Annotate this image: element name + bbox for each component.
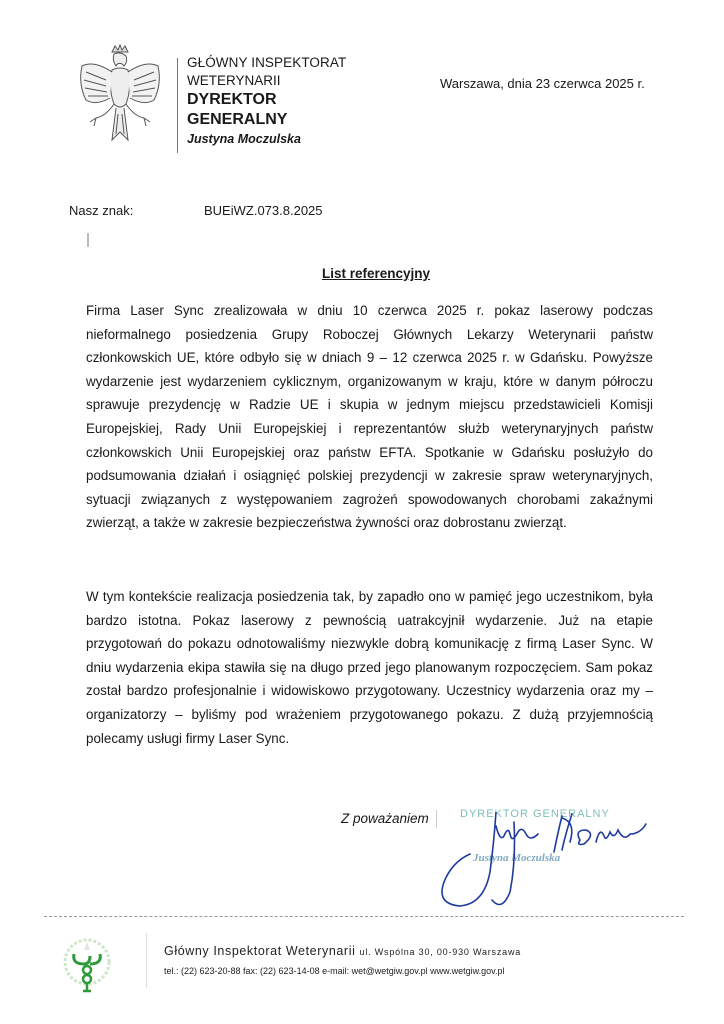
footer-contact: tel.: (22) 623-20-88 fax: (22) 623-14-08 e-mail: wet@wetgiw.gov.pl www.wetgiw.gov.pl <box>164 966 505 976</box>
footer-org-name: Główny Inspektorat Weterynarii <box>164 944 356 958</box>
footer-org-line <box>164 944 521 958</box>
polish-eagle-emblem-icon <box>76 44 164 150</box>
institution-line-1: GŁÓWNY INSPEKTORAT <box>187 55 347 70</box>
reference-label: Nasz znak: <box>69 203 134 218</box>
letter-title-wrapper <box>0 266 724 281</box>
scan-mark <box>87 233 89 247</box>
letter-title: List referencyjny <box>321 266 431 281</box>
reference-value: BUEiWZ.073.8.2025 <box>204 203 323 218</box>
handwritten-signature-icon <box>430 812 650 912</box>
body-paragraph: Firma Laser Sync zrealizowała w dniu 10 czerwca 2025 r. pokaz laserowy podczas nieformalnego posiedzenia Grupy Roboczej Głównych Lekarzy Weterynarii państw członkowskich UE, które odbyło się w dniach 9 – 12 czerwca 2025 r. w Gdańsku. Powyższe wydarzenie jest wydarzeniem cyklicznym, organizowanym w kraju, które w danym półroczu sprawuje prezydencję w Radzie UE i skupia w jednym miejscu przedstawicieli Komisji Europejskiej, Rady Unii Europejskiej i reprezentantów służb weterynaryjnych państw członkowskich Unii Europejskiej oraz państw EFTA. Spotkanie w Gdańsku posłużyło do podsumowania działań i osiągnięć polskiej prezydencji w zakresie spraw weterynaryjnych, sytuacji związanych z występowaniem zagrożeń spowodowanych chorobami zakaźnymi zwierząt, a także w zakresie bezpieczeństwa żywności oraz dobrostanu zwierząt. <box>86 303 653 531</box>
institution-line-2: WETERYNARII <box>187 72 281 88</box>
title-line-2: GENERALNY <box>187 111 288 128</box>
date-line: Warszawa, dnia 23 czerwca 2025 r. <box>440 76 645 91</box>
caduceus-logo-icon <box>62 936 112 996</box>
footer-vertical-divider <box>146 933 147 988</box>
sender-header <box>187 56 346 146</box>
footer-divider-line <box>44 916 684 917</box>
body-paragraph: W tym kontekście realizacja posiedzenia tak, by zapadło ono w pamięć jego uczestnikom, była bardzo istotna. Pokaz laserowy z pewnością uatrakcyjnił wydarzenie. Już na etapie przygotowań do pokazu odnotowaliśmy niezwykle dobrą komunikację z firmą Laser Sync. W dniu wydarzenia ekipa stawiła się na długo przed jego planowanym rozpoczęciem. Sam pokaz został bardzo profesjonalnie i widowiskowo przygotowany. Uczestnicy wydarzenia oraz my – organizatorzy – byliśmy pod wrażeniem przygotowanego pokazu. Z dużą przyjemnością polecamy usługi firmy Laser Sync. <box>86 589 653 746</box>
stamp-title: DYREKTOR GENERALNY <box>460 808 610 820</box>
closing-phrase: Z poważaniem <box>341 811 429 826</box>
title-line-1: DYREKTOR <box>187 91 277 108</box>
footer-address: ul. Wspólna 30, 00-930 Warszawa <box>359 947 522 957</box>
stamp-name: Justyna Moczulska <box>473 852 561 864</box>
header-divider <box>177 58 178 153</box>
sender-name: Justyna Moczulska <box>187 132 301 146</box>
